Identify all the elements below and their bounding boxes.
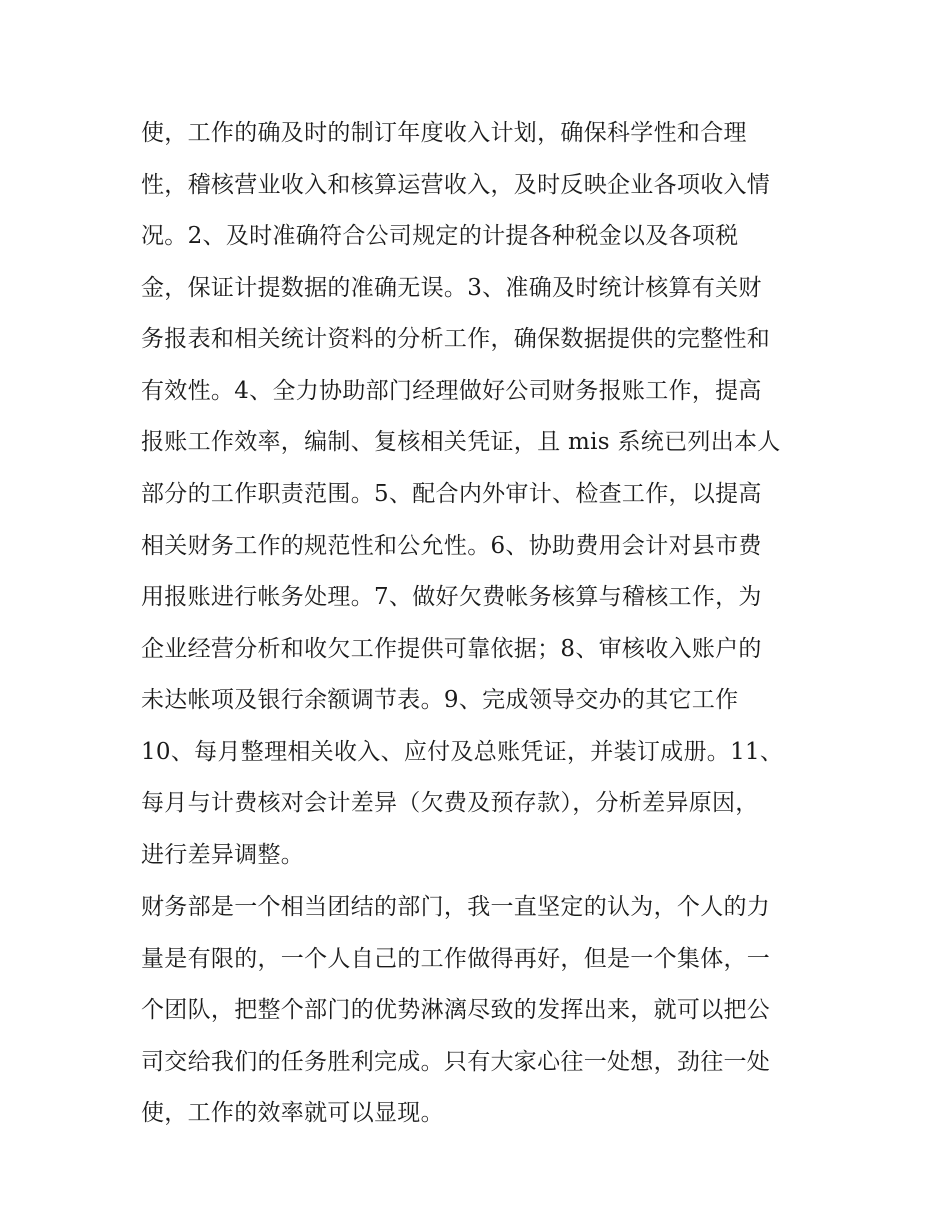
text-line: 司交给我们的任务胜利完成。只有大家心往一处想，劲往一处 <box>141 1049 771 1075</box>
text-line: 相关财务工作的规范性和公允性。6、协助费用会计对县市费 <box>141 533 762 559</box>
text-line: 况。2、及时准确符合公司规定的计提各种税金以及各项税 <box>141 223 739 249</box>
text-line: 未达帐项及银行余额调节表。9、完成领导交办的其它工作 <box>141 687 739 713</box>
text-line: 报账工作效率，编制、复核相关凭证，且 mis 系统已列出本人 <box>141 429 781 455</box>
text-line: 使，工作的确及时的制订年度收入计划，确保科学性和合理 <box>141 120 747 146</box>
text-line: 企业经营分析和收欠工作提供可靠依据；8、审核收入账户的 <box>141 636 762 662</box>
text-line: 个团队，把整个部门的优势淋漓尽致的发挥出来，就可以把公 <box>141 997 771 1023</box>
text-line: 10、每月整理相关收入、应付及总账凭证，并装订成册。11、 <box>141 739 784 765</box>
text-line: 性，稽核营业收入和核算运营收入，及时反映企业各项收入情 <box>141 172 771 198</box>
text-line: 财务部是一个相当团结的部门，我一直坚定的认为，个人的力 <box>141 894 771 920</box>
text-line: 金，保证计提数据的准确无误。3、准确及时统计核算有关财 <box>141 275 762 301</box>
text-line: 有效性。4、全力协助部门经理做好公司财务报账工作，提高 <box>141 378 762 404</box>
text-line: 使，工作的效率就可以显现。 <box>141 1100 444 1126</box>
text-line: 部分的工作职责范围。5、配合内外审计、检查工作，以提高 <box>141 481 762 507</box>
text-line: 量是有限的，一个人自己的工作做得再好，但是一个集体，一 <box>141 946 771 972</box>
text-line: 用报账进行帐务处理。7、做好欠费帐务核算与稽核工作，为 <box>141 584 762 610</box>
text-line: 务报表和相关统计资料的分析工作，确保数据提供的完整性和 <box>141 326 771 352</box>
text-line: 进行差异调整。 <box>141 842 305 868</box>
text-line: 每月与计费核对会计差异（欠费及预存款），分析差异原因， <box>141 790 759 816</box>
